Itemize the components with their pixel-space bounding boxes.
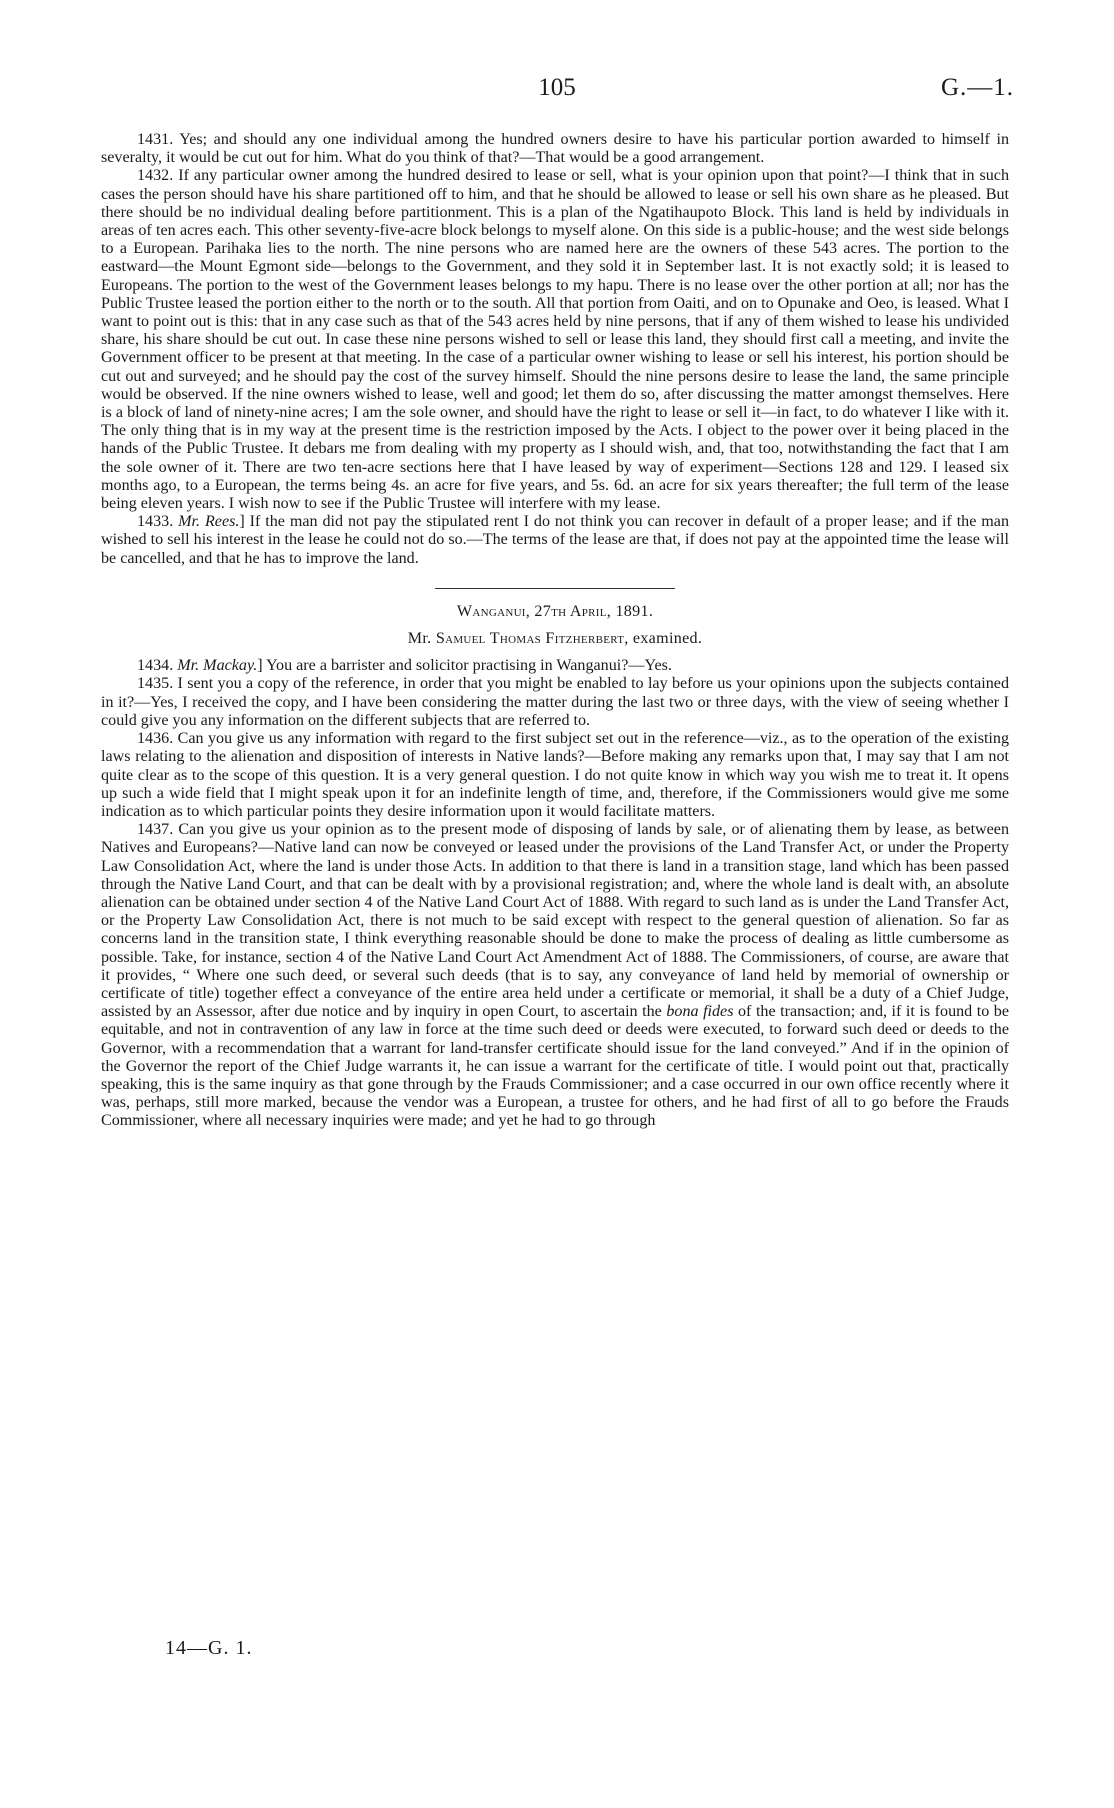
section-place-date: Wanganui, 27th April, 1891. <box>456 602 654 620</box>
latin-phrase: bona fides <box>666 1003 734 1021</box>
paragraph-body: ] You are a barrister and solicitor practising in Wanganui?—Yes. <box>257 657 672 675</box>
paragraph-1436: 1436. Can you give us any information with regard to the first subject set out in the reference—viz., as to the operation of the existing laws relating to the alienation and disposition of interests in Native lands?—Before making any remarks upon that, I may say that I am not quite clear as to the scope of this question. It is a very general question. I do not quite know in which way you wish me to treat it. It opens up such a wide field that I might speak upon it for an indefinite length of time, and, therefore, if the Commissioners would give me some indication as to which particular points they desire information upon it would facilitate matters. <box>101 730 1009 820</box>
paragraph-1431: 1431. Yes; and should any one individual among the hundred owners desire to have his particular portion awarded to himself in severalty, it would be cut out for him. What do you think of that?—That would be a good arrangement. <box>101 131 1009 167</box>
witness-heading: Mr. Samuel Thomas Fitzherbert, examined. <box>407 630 703 648</box>
paragraph-1437 <box>101 821 1009 1130</box>
page-signature: 14—G. 1. <box>165 1637 253 1659</box>
body-text <box>101 131 1009 1131</box>
paragraph-body: ] If the man did not pay the stipulated rent I do not think you can recover in default of a proper lease; and if the man wished to sell his interest in the lease he could not do so.—The terms of the lease are that, if does not pay at the appointed time the lease will be cancelled, and that he has to improve the land. <box>101 513 1010 567</box>
paragraph-number: 1434. <box>137 657 178 675</box>
speaker-name: Mr. Mackay. <box>177 657 258 675</box>
paragraph-1433 <box>101 513 1009 568</box>
paragraph-number: 1433. <box>137 513 179 531</box>
paragraph-body-start: 1437. Can you give us your opinion as to the present mode of disposing of lands by sale, or of alienating them by lease, as between Natives and Europeans?—Native land can now be conveyed or leased under the provisions of the Land Transfer Act, or under the Property Law Consolidation Act, where the land is under those Acts. In addition to that there is land in a transition stage, land which has been passed through the Native Land Court, and that can be dealt with by a provisional registration; and, where the whole land is dealt with, an absolute alienation can be obtained under section 4 of the Native Land Court Act of 1888. With regard to such land as is under the Land Transfer Act, or the Property Law Consolidation Act, there is not much to be said except with respect to the general question of alienation. So far as concerns land in the transition state, I think everything reasonable should be done to make the process of dealing as little cumbersome as possible. Take, for instance, section 4 of the Native Land Court Act Amendment Act of 1888. The Commissioners, of course, are aware that it provides, “ Where one such deed, or several such deeds (that is to say, any conveyance of land held by memorial of ownership or certificate of title) together effect a conveyance of the entire area held under a certificate or memorial, it shall be a duty of a Chief Judge, assisted by an Assessor, after due notice and by inquiry in open Court, to ascertain the <box>101 821 1009 1021</box>
paragraph-body-end: of the transaction; and, if it is found to be equitable, and not in contravention of any law in force at the time such deed or deeds were executed, to forward such deed or deeds to the Governor, with a recommendation that a warrant for land-transfer certificate should issue for the land conveyed.” And if in the opinion of the Governor the report of the Chief Judge warrants it, he can issue a warrant for the certificate of title. I would point out that, practically speaking, this is the same inquiry as that gone through by the Frauds Commissioner; and a case occurred in our own office recently where it was, perhaps, still more marked, because the vendor was a European, a trustee for others, and he had first of all to go before the Frauds Commissioner, where all necessary inquiries were made; and yet he had to go through <box>101 1003 1009 1130</box>
page-header <box>0 74 1114 104</box>
page-number: 105 <box>538 74 576 101</box>
paragraph-1434 <box>101 657 1009 675</box>
speaker-name: Mr. Rees. <box>178 513 240 531</box>
document-reference: G.—1. <box>940 74 1014 101</box>
section-divider <box>435 588 675 589</box>
paragraph-1435: 1435. I sent you a copy of the reference, in order that you might be enabled to lay before us your opinions upon the subjects contained in it?—Yes, I received the copy, and I have been considering the matter during the last two or three days, with the view of seeing whether I could give you any information on the different subjects that are referred to. <box>101 675 1009 729</box>
paragraph-1432: 1432. If any particular owner among the hundred desired to lease or sell, what is your opinion upon that point?—I think that in such cases the person should have his share partitioned off to him, and that he should be allowed to lease or sell his own share as he pleased. But there should be no individual dealing before partitionment. This is a plan of the Ngatihaupoto Block. This land is held by individuals in areas of ten acres each. This other seventy-five-acre block belongs to myself alone. On this side is a public-house; and the west side belongs to a European. Parihaka lies to the north. The nine persons who are named here are the owners of these 543 acres. The portion to the eastward—the Mount Egmont side—belongs to the Government, and they sold it in September last. It is not exactly sold; it is leased to Europeans. The portion to the west of the Government leases belongs to my hapu. There is no lease over the other portion at all; nor has the Public Trustee leased the portion either to the north or to the south. All that portion from Oaiti, and on to Opunake and Oeo, is leased. What I want to point out is this: that in any case such as that of the 543 acres held by nine persons, that if any of them wished to lease his undivided share, his share should be cut out. In case these nine persons wished to sell or lease this land, they should first call a meeting, and invite the Government officer to be present at that meeting. In the case of a particular owner wishing to lease or sell his interest, his portion should be cut out and surveyed; and he should pay the cost of the survey himself. Should the nine persons desire to lease the land, the same principle would be observed. If the nine owners wished to lease, well and good; let them do so, after discussing the matter amongst themselves. Here is a block of land of ninety-nine acres; I am the sole owner, and should have the right to lease or sell it—in fact, to do whatever I like with it. The only thing that is in my way at the present time is the restriction imposed by the Acts. I object to the power over it being placed in the hands of the Public Trustee. It debars me from dealing with my property as I should wish, and, that too, notwithstanding the fact that I am the sole owner of it. There are two ten-acre sections here that I have leased by way of experiment—Sections 128 and 129. I leased six months ago, to a European, the terms being 4s. an acre for five years, and 5s. 6d. an acre for six years thereafter; the full term of the lease being eleven years. I wish now to see if the Public Trustee will interfere with my lease. <box>101 167 1009 513</box>
